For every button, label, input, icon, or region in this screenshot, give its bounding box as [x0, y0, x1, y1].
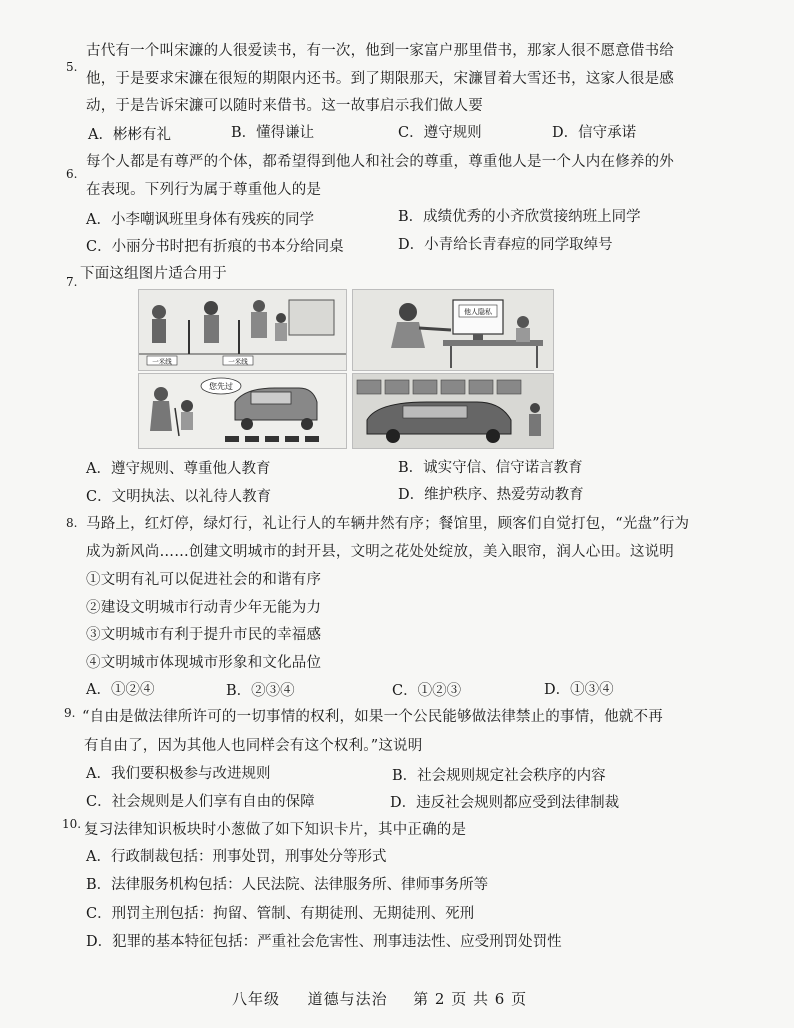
question-6-option-a: A．小李嘲讽班里身体有残疾的同学	[86, 212, 314, 228]
question-5-line-1: 古代有一个叫宋濂的人很爱读书，有一次，他到一家富户那里借书，那家人很不愿意借书给	[86, 43, 674, 59]
footer-grade: 八年级	[232, 990, 281, 1008]
footer-subject: 道德与法治	[307, 990, 388, 1008]
question-5-option-d: D．信守承诺	[552, 125, 637, 141]
question-10-option-b: B．法律服务机构包括：人民法院、法律服务所、律师事务所等	[86, 877, 489, 893]
question-5-option-a: A．彬彬有礼	[88, 127, 171, 143]
question-7-number: 7.	[66, 275, 78, 289]
question-7-option-a: A．遵守规则、尊重他人教育	[86, 461, 271, 477]
question-8-option-c: C．①②③	[392, 683, 462, 699]
question-5-number: 5.	[66, 60, 78, 74]
question-5-option-c: C．遵守规则	[398, 125, 482, 141]
question-8-line-2: 成为新风尚……创建文明城市的封开县，文明之花处处绽放，美入眼帘，润人心田。这说明	[86, 544, 674, 560]
question-7-option-d: D．维护秩序、热爱劳动教育	[398, 487, 584, 503]
question-9-line-2: 有自由了，因为其他人也同样会有这个权利。”这说明	[84, 738, 423, 754]
question-6-option-d: D．小青给长青春痘的同学取绰号	[398, 237, 613, 253]
privacy-screen-label: 他人隐私	[464, 308, 492, 316]
question-7-picture-group	[138, 289, 552, 447]
question-10-option-d: D．犯罪的基本特征包括：严重社会危害性、刑事违法性、应受刑罚处罚性	[86, 934, 562, 950]
one-meter-line-label-2: 一米线	[228, 357, 248, 366]
parking-panel	[352, 373, 554, 449]
question-9-number: 9.	[64, 706, 76, 720]
question-9-option-c: C．社会规则是人们享有自由的保障	[86, 794, 315, 810]
question-5-line-3: 动，于是告诉宋濂可以随时来借书。这一故事启示我们做人要	[86, 98, 483, 114]
question-8-option-d: D．①③④	[544, 682, 614, 698]
question-10-option-a: A．行政制裁包括：刑事处罚，刑事处分等形式	[86, 849, 387, 865]
queue-panel	[138, 289, 347, 371]
question-6-line-2: 在表现。下列行为属于尊重他人的是	[86, 182, 322, 198]
question-8-statement-2: ②建设文明城市行动青少年无能为力	[86, 600, 322, 616]
one-meter-line-label-1: 一米线	[152, 357, 172, 366]
crosswalk-illustration	[139, 374, 346, 448]
question-5-line-2: 他，于是要求宋濂在很短的期限内还书。到了期限那天，宋濂冒着大雪还书，这家人很是感	[86, 71, 674, 87]
question-8-line-1: 马路上，红灯停，绿灯行，礼让行人的车辆井然有序；餐馆里，顾客们自觉打包，“光盘”行为	[86, 516, 690, 532]
question-7-line-1: 下面这组图片适合用于	[80, 266, 227, 282]
question-9-line-1: “自由是做法律所许可的一切事情的权利，如果一个公民能够做法律禁止的事情，他就不再	[82, 709, 663, 725]
question-10-number: 10.	[62, 817, 82, 831]
question-8-statement-4: ④文明城市体现城市形象和文化品位	[86, 655, 322, 671]
question-8-number: 8.	[66, 516, 78, 530]
question-9-option-b: B．社会规则规定社会秩序的内容	[392, 768, 606, 784]
footer-page-info: 第 2 页 共 6 页	[413, 990, 528, 1008]
speech-bubble-text: 您先过	[209, 382, 233, 391]
question-8-statement-3: ③文明城市有利于提升市民的幸福感	[86, 627, 322, 643]
question-7-option-b: B．诚实守信、信守诺言教育	[398, 460, 583, 476]
question-9-option-d: D．违反社会规则都应受到法律制裁	[390, 795, 620, 811]
question-6-line-1: 每个人都是有尊严的个体，都希望得到他人和社会的尊重，尊重他人是一个人内在修养的外	[86, 154, 674, 170]
question-8-option-a: A．①②④	[86, 682, 155, 698]
parking-lot-illustration	[353, 374, 553, 448]
question-8-option-b: B．②③④	[226, 683, 295, 699]
question-10-line-1: 复习法律知识板块时小葱做了如下知识卡片，其中正确的是	[84, 822, 467, 838]
question-10-option-c: C．刑罚主刑包括：拘留、管制、有期徒刑、无期徒刑、死刑	[86, 906, 475, 922]
question-7-option-c: C．文明执法、以礼待人教育	[86, 489, 272, 505]
computer-privacy-illustration	[353, 290, 553, 370]
question-6-option-c: C．小丽分书时把有折痕的书本分给同桌	[86, 239, 344, 255]
queue-scene-illustration	[139, 290, 346, 370]
question-8-statement-1: ①文明有礼可以促进社会的和谐有序	[86, 572, 322, 588]
privacy-panel	[352, 289, 554, 371]
question-6-option-b: B．成绩优秀的小齐欣赏接纳班上同学	[398, 209, 641, 225]
page-footer	[232, 988, 527, 1009]
crosswalk-panel	[138, 373, 347, 449]
question-5-option-b: B．懂得谦让	[231, 125, 315, 141]
question-9-option-a: A．我们要积极参与改进规则	[86, 766, 271, 782]
question-6-number: 6.	[66, 167, 78, 181]
